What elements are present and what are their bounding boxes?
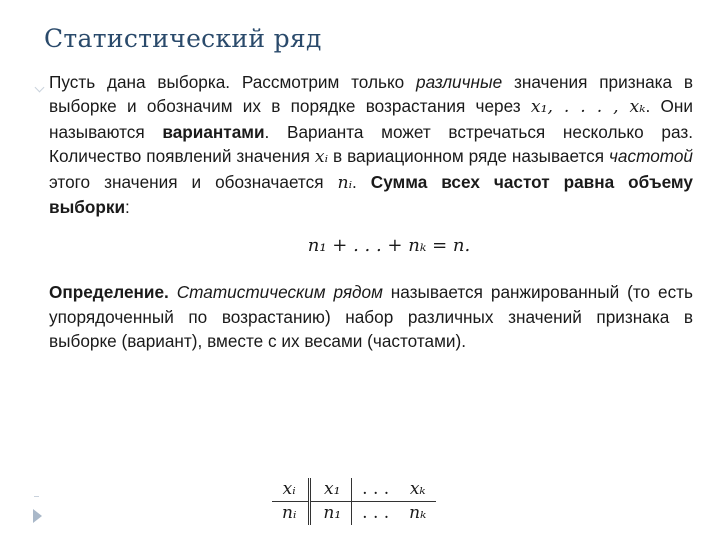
text-fragment: называется ранжированный (то есть упорядоченный по возрастанию) набор различных значений признака в выборке (вариант), вместе с их весами (частотами). — [49, 282, 693, 352]
table-cell: nᵢ — [282, 503, 297, 523]
table-cell: nₖ — [409, 503, 427, 523]
dash-marker — [34, 496, 39, 497]
text-fragment: . Они называются — [49, 96, 693, 142]
intro-paragraph — [49, 70, 693, 219]
math-ni: nᵢ — [337, 172, 353, 193]
ellipsis: . . . — [362, 479, 390, 499]
table-row — [272, 502, 436, 526]
table-cell: n₁ — [310, 502, 352, 526]
definition-paragraph — [49, 280, 693, 353]
slide-title: Статистический ряд — [44, 24, 322, 53]
text-fragment: в вариационном ряде называется — [328, 146, 610, 167]
math-variants: x₁, . . . , xₖ — [530, 97, 646, 118]
table-cell — [352, 502, 400, 526]
table-row — [272, 478, 436, 502]
text-fragment: Пусть дана выборка. Рассмотрим только — [49, 72, 417, 92]
table-cell: xₖ — [399, 478, 436, 502]
text-italic: различные — [416, 72, 503, 92]
term-statistical-series: Статистическим рядом — [176, 282, 383, 303]
text-fragment: . Варианта может встречаться несколько раз. Количество появлений значения — [49, 121, 693, 167]
arrow-marker-icon — [33, 509, 42, 523]
table-cell: x₁ — [310, 478, 352, 502]
definition-label: Определение. — [49, 282, 169, 303]
table-cell — [352, 478, 400, 502]
text-fragment: . — [352, 171, 371, 192]
sum-formula: n₁ + . . . + nₖ = n. — [307, 235, 471, 257]
term-variants: вариантами — [162, 121, 265, 142]
sum-statement: Сумма всех частот равна объему выборки — [49, 171, 693, 218]
term-frequency: частотой — [609, 146, 693, 167]
slide-content — [49, 70, 693, 354]
ellipsis: . . . — [362, 503, 390, 523]
table-cell: xᵢ — [272, 478, 310, 502]
statistical-series-table — [272, 478, 436, 525]
text-fragment: этого значения и обозначается — [49, 171, 338, 192]
bullet-marker — [35, 83, 45, 93]
math-xi: xᵢ — [314, 147, 329, 168]
text-fragment: значения признака в выборке и обозначим их в порядке возрастания через — [49, 72, 693, 117]
text-fragment: : — [125, 197, 130, 218]
